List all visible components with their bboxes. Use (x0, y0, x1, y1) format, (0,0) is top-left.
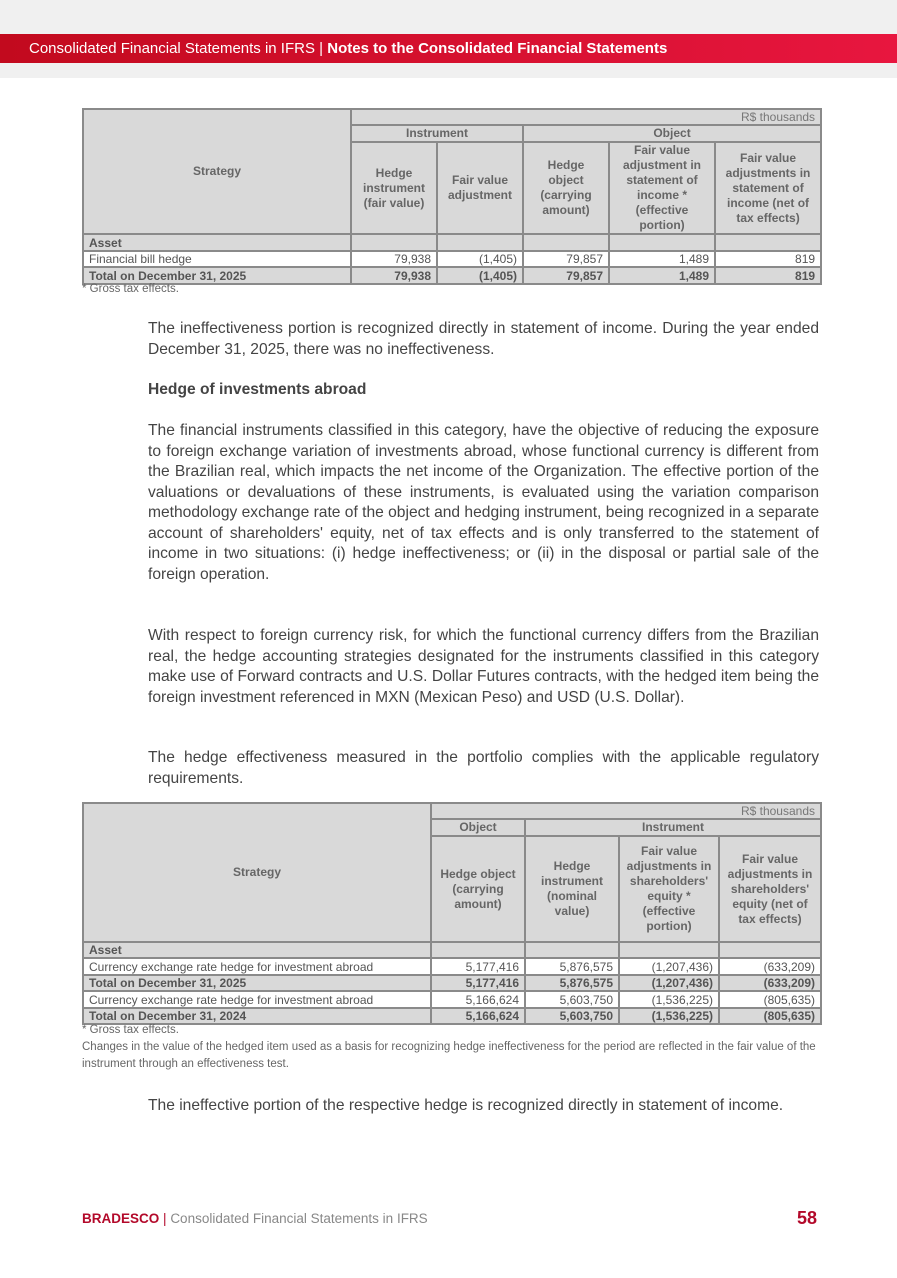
cell: 819 (715, 267, 821, 284)
table-row (83, 958, 821, 975)
cell: 819 (715, 251, 821, 267)
brand-logo-text: BRADESCO (82, 1211, 160, 1226)
header-section: Consolidated Financial Statements in IFRS (29, 40, 315, 57)
unit-label: R$ thousands (431, 803, 821, 819)
column-header: Hedge instrument (nominal value) (525, 836, 619, 942)
paragraph-investments-abroad: The financial instruments classified in this category, have the objective of reducing the exposure to foreign exchange variation of investments abroad, whose functional currency is different from the Brazilian real, which impacts the net income of the Organization. The effective portion of the valuations or devaluations of these instruments, is evaluated using the variation comparison methodology exchange rate of the object and hedging instrument, being recognized in a separate account of shareholders' equity, net of tax effects and is only transferred to the statement of income in two situations: (i) hedge ineffectiveness; or (ii) in the disposal or partial sale of the foreign operation. (148, 422, 819, 583)
column-header: Fair value adjustments in statement of income (net of tax effects) (715, 142, 821, 234)
strategy-header: Strategy (83, 803, 431, 942)
cell: (633,209) (719, 958, 821, 975)
cell: 79,938 (351, 251, 437, 267)
table1-footnote: * Gross tax effects. (82, 283, 179, 295)
cell: 5,876,575 (525, 958, 619, 975)
cell: 5,177,416 (431, 975, 525, 991)
cell: 1,489 (609, 251, 715, 267)
cell: 5,876,575 (525, 975, 619, 991)
cell: (1,207,436) (619, 958, 719, 975)
column-header: Fair value adjustment (437, 142, 523, 234)
cell: (805,635) (719, 991, 821, 1008)
paragraph-ineffective-portion: The ineffective portion of the respective hedge is recognized directly in statement of income. (148, 1097, 784, 1114)
section-label: Asset (83, 942, 431, 958)
fair-value-hedge-table (82, 108, 822, 285)
paragraph-foreign-currency: With respect to foreign currency risk, for which the functional currency differs from the Brazilian real, the hedge accounting strategies designated for the instruments classified in this category make use of Forward contracts and U.S. Dollar Futures contracts, with the hedged item being the foreign investment referenced in MXN (Mexican Peso) and USD (U.S. Dollar). (148, 627, 819, 706)
cell: 79,938 (351, 267, 437, 284)
cell: 79,857 (523, 251, 609, 267)
cell: (1,207,436) (619, 975, 719, 991)
cell: (1,536,225) (619, 1008, 719, 1024)
investment-abroad-hedge-table (82, 802, 822, 1025)
cell: (1,405) (437, 251, 523, 267)
cell: (633,209) (719, 975, 821, 991)
group-object: Object (431, 819, 525, 836)
row-label: Total on December 31, 2025 (83, 267, 351, 284)
group-instrument: Instrument (351, 125, 523, 142)
column-header: Fair value adjustments in shareholders' equity * (effective portion) (619, 836, 719, 942)
cell: 5,177,416 (431, 958, 525, 975)
row-label: Currency exchange rate hedge for investment abroad (83, 958, 431, 975)
paragraph-ineffectiveness: The ineffectiveness portion is recognized directly in statement of income. During the year ended December 31, 2025, there was no ineffectiveness. (148, 320, 819, 358)
table-row (83, 991, 821, 1008)
cell: 5,603,750 (525, 991, 619, 1008)
cell: 5,166,624 (431, 1008, 525, 1024)
cell: 5,603,750 (525, 1008, 619, 1024)
row-label: Financial bill hedge (83, 251, 351, 267)
section-row (83, 942, 821, 958)
group-object: Object (523, 125, 821, 142)
cell: 5,166,624 (431, 991, 525, 1008)
strategy-header: Strategy (83, 109, 351, 234)
column-header: Hedge object (carrying amount) (431, 836, 525, 942)
table-row (83, 251, 821, 267)
row-label: Total on December 31, 2024 (83, 1008, 431, 1024)
section-label: Asset (83, 234, 351, 251)
column-header: Hedge instrument (fair value) (351, 142, 437, 234)
header-separator: | (319, 40, 324, 57)
page-header (0, 34, 897, 63)
cell: (805,635) (719, 1008, 821, 1024)
paragraph-effectiveness: The hedge effectiveness measured in the portfolio complies with the applicable regulatory requirements. (148, 749, 819, 787)
footer-title: Consolidated Financial Statements in IFRS (170, 1211, 428, 1226)
column-header: Fair value adjustment in statement of income * (effective portion) (609, 142, 715, 234)
column-header: Hedge object (carrying amount) (523, 142, 609, 234)
footer-separator: | (163, 1211, 167, 1226)
column-header: Fair value adjustments in shareholders' equity (net of tax effects) (719, 836, 821, 942)
unit-label: R$ thousands (351, 109, 821, 125)
section-heading: Hedge of investments abroad (148, 381, 367, 398)
table2-footnote: * Gross tax effects. (82, 1024, 179, 1036)
row-label: Total on December 31, 2025 (83, 975, 431, 991)
page-number: 58 (796, 1208, 817, 1228)
cell: (1,405) (437, 267, 523, 284)
section-row (83, 234, 821, 251)
total-row (83, 975, 821, 991)
row-label: Currency exchange rate hedge for investment abroad (83, 991, 431, 1008)
header-subsection: Notes to the Consolidated Financial Statements (327, 40, 668, 57)
cell: 1,489 (609, 267, 715, 284)
cell: (1,536,225) (619, 991, 719, 1008)
cell: 79,857 (523, 267, 609, 284)
table2-note: Changes in the value of the hedged item used as a basis for recognizing hedge ineffectiveness for the period are reflected in the fair value of the instrument through an effectiveness test. (82, 1041, 816, 1070)
group-instrument: Instrument (525, 819, 821, 836)
page-footer (82, 1211, 428, 1226)
